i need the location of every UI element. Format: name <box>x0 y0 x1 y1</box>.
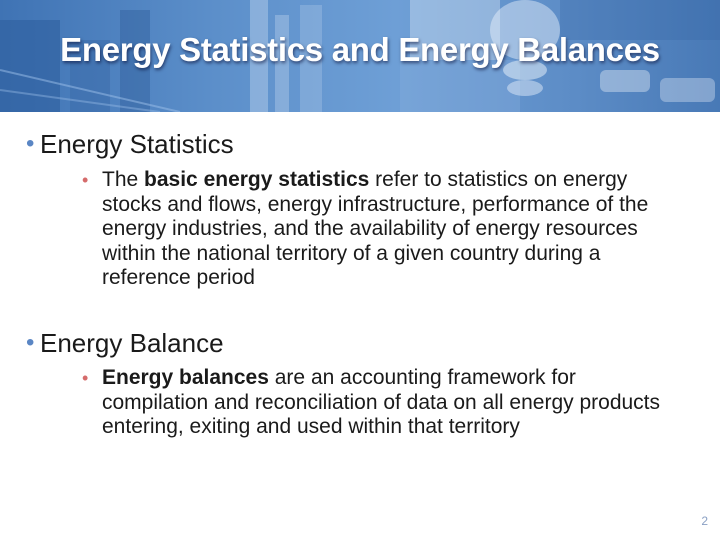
sub-bullet-bold-term: basic energy statistics <box>144 168 370 191</box>
bullet-heading: Energy Balance <box>40 328 224 358</box>
sub-bullet-energy-statistics-definition <box>82 168 677 291</box>
sub-bullet-bold-term: Energy balances <box>102 366 269 389</box>
bullet-energy-balance <box>26 328 224 358</box>
slide-title: Energy Statistics and Energy Balances <box>60 31 660 68</box>
sub-bullet-prefix: The <box>102 168 145 191</box>
sub-bullet-dot-icon: • <box>82 170 89 190</box>
slide-number: 2 <box>701 514 708 528</box>
bullet-dot-icon: • <box>26 130 35 157</box>
sub-bullet-energy-balance-definition <box>82 366 677 440</box>
title-banner <box>0 0 720 112</box>
slide-content <box>0 112 720 540</box>
sub-bullet-dot-icon: • <box>82 368 89 388</box>
sub-bullet-text: refer to statistics on energy stocks and flows, energy infrastructure, performance of the energy industries, and the availability of energy resources within the national territory of a given country during a reference period <box>102 168 649 289</box>
sub-bullet-text: are an accounting framework for compilation and reconciliation of data on all energy products entering, exiting and used within that territory <box>102 366 661 438</box>
bullet-heading: Energy Statistics <box>40 129 234 159</box>
bullet-dot-icon: • <box>26 329 35 356</box>
bullet-energy-statistics <box>26 129 234 159</box>
